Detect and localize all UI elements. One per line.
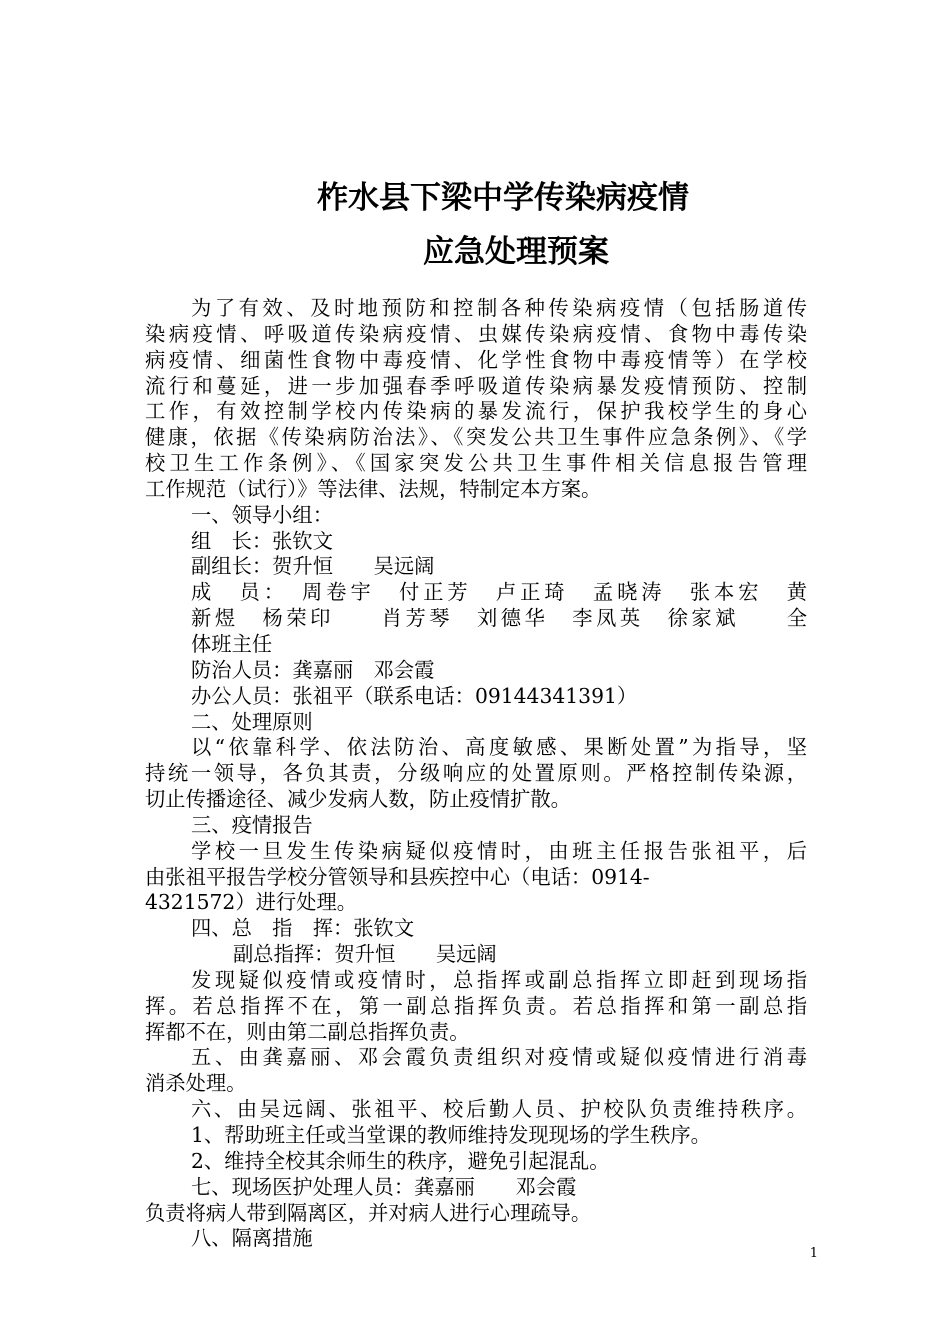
body-line: 八、隔离措施 — [191, 1226, 313, 1251]
document-title-line-1: 柞水县下梁中学传染病疫情 — [317, 180, 689, 216]
body-line: 工作，有效控制学校内传染病的暴发流行，保护我校学生的身心 — [145, 399, 807, 424]
body-line: 负责将病人带到隔离区，并对病人进行心理疏导。 — [145, 1200, 592, 1225]
body-line: 三、疫情报告 — [191, 812, 313, 837]
body-line: 二、处理原则 — [191, 709, 313, 734]
body-line: 4321572）进行处理。 — [145, 890, 358, 915]
body-line: 四、总 指 挥：张钦文 — [191, 916, 415, 941]
body-line: 发现疑似疫情或疫情时，总指挥或副总指挥立即赶到现场指 — [191, 967, 807, 992]
body-line: 健康，依据《传染病防治法》、《突发公共卫生事件应急条例》、《学 — [145, 425, 807, 450]
body-line: 学校一旦发生传染病疑似疫情时，由班主任报告张祖平，后 — [191, 838, 807, 863]
body-line: 消杀处理。 — [145, 1071, 247, 1096]
body-line: 2、维持全校其余师生的秩序，避免引起混乱。 — [191, 1148, 610, 1173]
body-line: 为了有效、及时地预防和控制各种传染病疫情（包括肠道传 — [191, 296, 807, 320]
body-line: 校卫生工作条例》、《国家突发公共卫生事件相关信息报告管理 — [145, 451, 807, 476]
body-line: 染病疫情、呼吸道传染病疫情、虫媒传染病疫情、食物中毒传染 — [145, 321, 807, 346]
body-line: 挥都不在，则由第二副总指挥负责。 — [145, 1019, 470, 1044]
body-line: 切止传播途径、减少发病人数，防止疫情扩散。 — [145, 787, 571, 812]
body-line: 持统一领导，各负其责，分级响应的处置原则。严格控制传染源， — [145, 761, 807, 786]
body-line: 七、现场医护处理人员：龚嘉丽 邓会霞 — [191, 1174, 577, 1199]
body-line: 挥。若总指挥不在，第一副总指挥负责。若总指挥和第一副总指 — [145, 993, 807, 1018]
body-line: 办公人员：张祖平（联系电话：09144341391） — [191, 683, 638, 708]
body-line: 防治人员：龚嘉丽 邓会霞 — [191, 657, 435, 682]
body-line: 六、由吴远阔、张祖平、校后勤人员、护校队负责维持秩序。 — [191, 1097, 807, 1122]
page-number: 1 — [809, 1246, 818, 1261]
body-line: 1、帮助班主任或当堂课的教师维持发现现场的学生秩序。 — [191, 1123, 711, 1147]
body-line: 工作规范（试行）》等法律、法规，特制定本方案。 — [145, 476, 602, 501]
body-line: 体班主任 — [191, 631, 273, 656]
body-line: 成 员： 周卷宇 付正芳 卢正琦 孟晓涛 张本宏 黄 — [191, 580, 807, 605]
body-line: 组 长：张钦文 — [191, 528, 333, 553]
body-line: 一、领导小组： — [191, 502, 333, 527]
body-line: 副总指挥：贺升恒 吴远阔 — [233, 942, 497, 967]
document-body — [145, 296, 807, 1252]
document-title-line-2: 应急处理预案 — [423, 234, 609, 270]
body-line: 病疫情、细菌性食物中毒疫情、化学性食物中毒疫情等）在学校 — [145, 347, 807, 372]
body-line: 流行和蔓延，进一步加强春季呼吸道传染病暴发疫情预防、控制 — [145, 373, 807, 398]
body-line: 由张祖平报告学校分管领导和县疾控中心（电话：0914- — [145, 864, 650, 889]
body-line: 以“依靠科学、依法防治、高度敏感、果断处置”为指导，坚 — [191, 735, 807, 760]
body-line: 五、由龚嘉丽、邓会霞负责组织对疫情或疑似疫情进行消毒 — [191, 1045, 807, 1070]
body-line: 副组长：贺升恒 吴远阔 — [191, 554, 435, 579]
body-line: 新煜 杨荣印 肖芳琴 刘德华 李凤英 徐家斌 全 — [191, 606, 807, 631]
